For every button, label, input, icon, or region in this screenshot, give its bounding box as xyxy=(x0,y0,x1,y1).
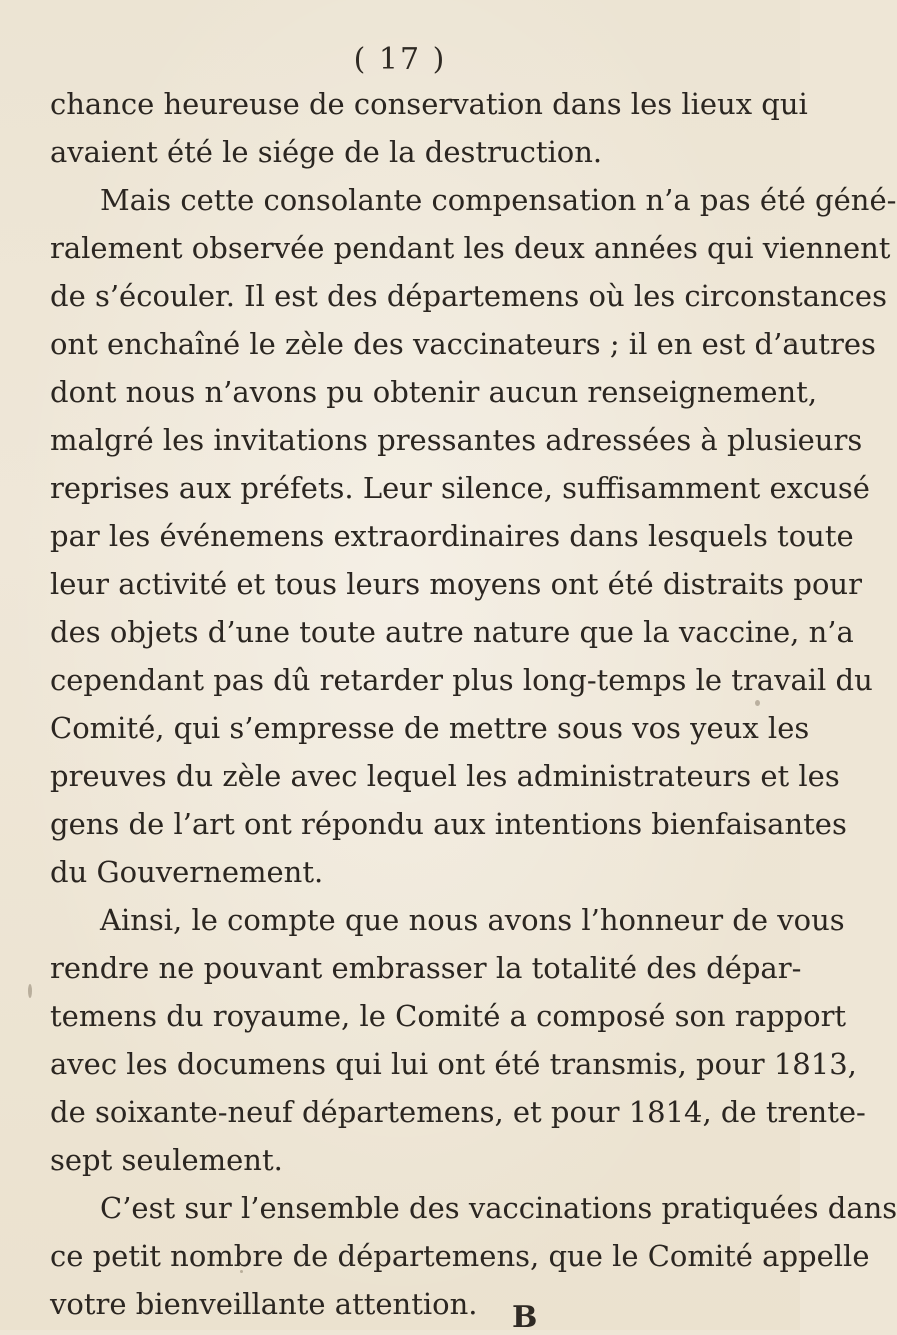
text-line: cependant pas dû retarder plus long-temps le travail du xyxy=(50,663,873,697)
text-line: Comité, qui s’empresse de mettre sous vos yeux les xyxy=(50,711,810,745)
page-number: ( 17 ) xyxy=(353,42,447,77)
text-line: rendre ne pouvant embrasser la totalité des dépar- xyxy=(50,951,802,985)
text-line: des objets d’une toute autre nature que la vaccine, n’a xyxy=(50,615,854,649)
ink-speck xyxy=(790,338,795,345)
text-line: preuves du zèle avec lequel les administrateurs et les xyxy=(50,759,840,793)
text-line: par les événemens extraordinaires dans lesquels toute xyxy=(50,519,854,553)
text-line: ont enchaîné le zèle des vaccinateurs ; il en est d’autres xyxy=(50,327,876,361)
text-line: Ainsi, le compte que nous avons l’honneur de vous xyxy=(100,903,845,937)
text-line: ralement observée pendant les deux années qui viennent xyxy=(50,231,891,265)
ink-speck xyxy=(28,984,32,998)
text-line: gens de l’art ont répondu aux intentions bienfaisantes xyxy=(50,807,847,841)
text-line: temens du royaume, le Comité a composé son rapport xyxy=(50,999,847,1033)
text-line: ce petit nombre de départemens, que le Comité appelle xyxy=(50,1239,870,1273)
text-line: de soixante-neuf départemens, et pour 1814, de trente- xyxy=(50,1095,866,1129)
text-line: leur activité et tous leurs moyens ont été distraits pour xyxy=(50,567,862,601)
text-line: avec les documens qui lui ont été transmis, pour 1813, xyxy=(50,1047,857,1081)
text-line: reprises aux préfets. Leur silence, suffisamment excusé xyxy=(50,471,870,505)
text-line: de s’écouler. Il est des départemens où les circonstances xyxy=(50,279,887,313)
text-line: du Gouvernement. xyxy=(50,855,324,889)
text-line: avaient été le siége de la destruction. xyxy=(50,135,603,169)
text-line: C’est sur l’ensemble des vaccinations pratiquées dans xyxy=(100,1191,897,1225)
text-line: dont nous n’avons pu obtenir aucun renseignement, xyxy=(50,375,818,409)
ink-speck xyxy=(240,1270,243,1273)
ink-speck xyxy=(755,700,760,706)
text-line: sept seulement. xyxy=(50,1143,283,1177)
text-line: votre bienveillante attention. xyxy=(50,1287,478,1321)
text-line: chance heureuse de conservation dans les lieux qui xyxy=(50,87,808,121)
text-line: malgré les invitations pressantes adressées à plusieurs xyxy=(50,423,863,457)
signature-mark: B xyxy=(512,1300,538,1335)
text-line: Mais cette consolante compensation n’a pas été géné- xyxy=(100,183,897,217)
